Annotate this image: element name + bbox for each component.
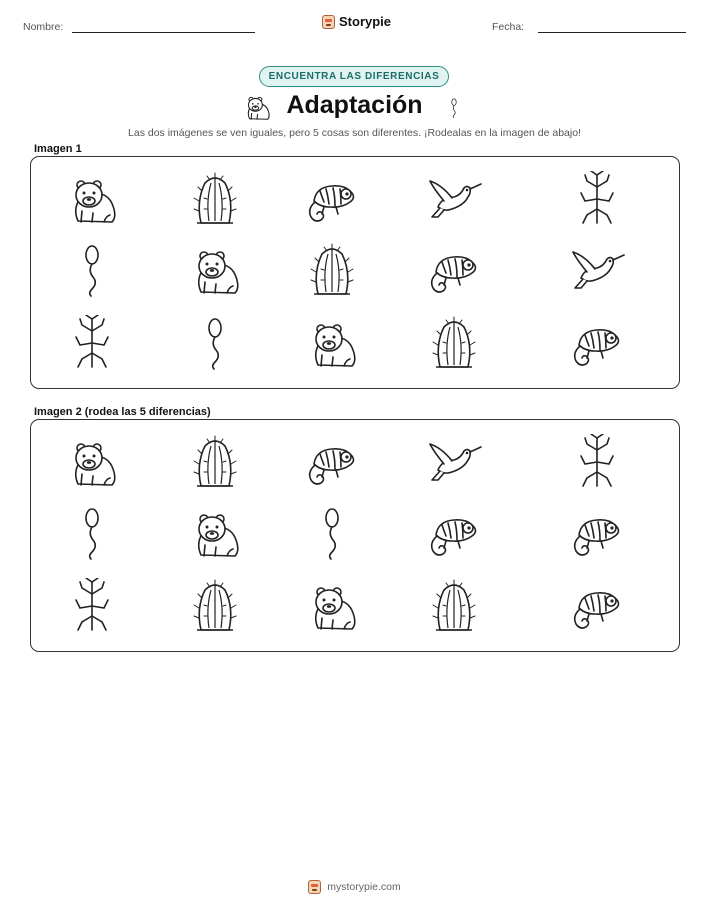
name-field[interactable] bbox=[72, 32, 255, 33]
brand-name: Storypie bbox=[339, 14, 392, 29]
page-title: Adaptación bbox=[286, 91, 423, 119]
image2-label: Imagen 2 (rodea las 5 diferencias) bbox=[34, 406, 211, 418]
image1-chameleon-icon bbox=[424, 242, 484, 298]
brand-logo bbox=[322, 14, 391, 29]
footer bbox=[0, 880, 709, 894]
name-label: Nombre: bbox=[23, 21, 64, 33]
image1-polar-bear-icon bbox=[302, 315, 362, 371]
activity-badge: ENCUENTRA LAS DIFERENCIAS bbox=[259, 66, 449, 87]
image1-cactus-icon bbox=[185, 171, 245, 227]
image2-cactus-icon[interactable] bbox=[185, 578, 245, 634]
image1-cactus-icon bbox=[302, 242, 362, 298]
storypie-logo-icon bbox=[308, 880, 321, 894]
image2-polar-bear-icon[interactable] bbox=[302, 578, 362, 634]
image2-hummingbird-icon[interactable] bbox=[424, 434, 484, 490]
image1-chameleon-icon bbox=[302, 171, 362, 227]
image1-hummingbird-icon bbox=[567, 242, 627, 298]
image1-sperm-cell-icon bbox=[62, 242, 122, 298]
image2-polar-bear-icon[interactable] bbox=[185, 505, 245, 561]
image1-sperm-cell-icon bbox=[185, 315, 245, 371]
image2-sperm-cell-icon[interactable] bbox=[62, 505, 122, 561]
image1-label: Imagen 1 bbox=[34, 143, 82, 155]
image2-chameleon-icon[interactable] bbox=[424, 505, 484, 561]
sperm-cell-icon bbox=[443, 92, 465, 124]
storypie-logo-icon bbox=[322, 15, 335, 29]
image2-chameleon-icon[interactable] bbox=[302, 434, 362, 490]
footer-url[interactable]: mystorypie.com bbox=[327, 881, 401, 893]
image1-stick-insect-icon bbox=[62, 315, 122, 371]
image2-chameleon-icon[interactable] bbox=[567, 578, 627, 634]
image2-sperm-cell-icon[interactable] bbox=[302, 505, 362, 561]
image1-polar-bear-icon bbox=[185, 242, 245, 298]
image1-cactus-icon bbox=[424, 315, 484, 371]
image2-stick-insect-icon[interactable] bbox=[62, 578, 122, 634]
image1-panel bbox=[30, 156, 680, 389]
date-label: Fecha: bbox=[492, 21, 525, 33]
image1-stick-insect-icon bbox=[567, 171, 627, 227]
date-field[interactable] bbox=[538, 32, 686, 33]
image2-chameleon-icon[interactable] bbox=[567, 505, 627, 561]
image1-hummingbird-icon bbox=[424, 171, 484, 227]
image2-cactus-icon[interactable] bbox=[424, 578, 484, 634]
image2-stick-insect-icon[interactable] bbox=[567, 434, 627, 490]
image1-polar-bear-icon bbox=[62, 171, 122, 227]
image2-polar-bear-icon[interactable] bbox=[62, 434, 122, 490]
image1-chameleon-icon bbox=[567, 315, 627, 371]
instructions: Las dos imágenes se ven iguales, pero 5 cosas son diferentes. ¡Rodealas en la imagen de abajo! bbox=[128, 127, 581, 139]
image2-panel[interactable] bbox=[30, 419, 680, 652]
image2-cactus-icon[interactable] bbox=[185, 434, 245, 490]
